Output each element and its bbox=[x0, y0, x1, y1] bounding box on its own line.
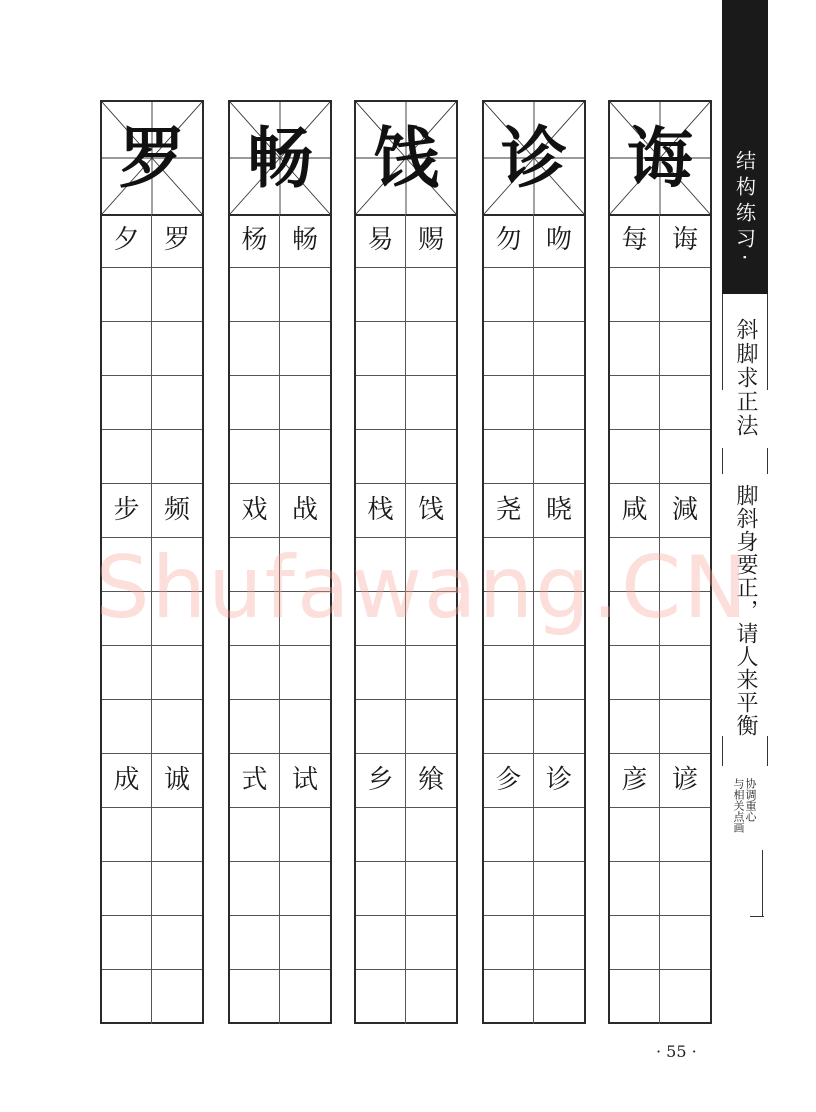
blank-practice-cell bbox=[406, 376, 456, 429]
blank-practice-cell bbox=[610, 322, 660, 375]
blank-practice-cell bbox=[406, 700, 456, 753]
blank-practice-cell bbox=[230, 322, 280, 375]
blank-practice-cell bbox=[280, 916, 330, 969]
blank-practice-cell bbox=[406, 430, 456, 483]
blank-practice-cell bbox=[102, 646, 152, 699]
practice-row bbox=[230, 646, 330, 700]
practice-row bbox=[484, 376, 584, 430]
example-character: 吻 bbox=[545, 225, 572, 255]
blank-practice-cell bbox=[484, 538, 534, 591]
example-character: 飨 bbox=[417, 765, 444, 795]
practice-row bbox=[610, 916, 710, 970]
model-character: 诲 bbox=[627, 119, 693, 197]
practice-row bbox=[230, 484, 330, 538]
section-title: 结构练习· bbox=[732, 150, 757, 267]
practice-row bbox=[356, 376, 456, 430]
blank-practice-cell bbox=[152, 538, 202, 591]
example-character: 㐱 bbox=[484, 754, 534, 807]
blank-practice-cell bbox=[484, 916, 534, 969]
practice-column bbox=[482, 100, 586, 1024]
blank-practice-cell bbox=[102, 538, 152, 591]
divider-line bbox=[722, 736, 723, 766]
blank-practice-cell bbox=[610, 970, 660, 1024]
blank-practice-cell bbox=[406, 808, 456, 861]
practice-row bbox=[102, 646, 202, 700]
blank-practice-cell bbox=[610, 916, 660, 969]
practice-row bbox=[102, 322, 202, 376]
blank-practice-cell bbox=[484, 430, 534, 483]
practice-column bbox=[354, 100, 458, 1024]
blank-practice-cell bbox=[356, 862, 406, 915]
practice-row bbox=[484, 700, 584, 754]
blank-practice-cell bbox=[406, 592, 456, 645]
blank-practice-cell bbox=[230, 376, 280, 429]
blank-practice-cell bbox=[660, 700, 710, 753]
blank-practice-cell bbox=[230, 700, 280, 753]
blank-practice-cell bbox=[152, 862, 202, 915]
practice-row bbox=[610, 862, 710, 916]
practice-row bbox=[356, 754, 456, 808]
example-character: 诊 bbox=[545, 765, 572, 795]
model-character: 诊 bbox=[501, 119, 567, 197]
note-line-1: 协调重心 bbox=[744, 778, 757, 822]
example-character: 试 bbox=[291, 765, 318, 795]
practice-row bbox=[610, 970, 710, 1024]
example-character: 杨 bbox=[230, 214, 280, 267]
blank-practice-cell bbox=[534, 376, 584, 429]
blank-practice-cell bbox=[660, 430, 710, 483]
divider-line bbox=[767, 448, 768, 474]
model-character: 饯 bbox=[373, 119, 439, 197]
example-character: 栈 bbox=[356, 484, 406, 537]
method-heading: 斜脚求正法 bbox=[733, 318, 758, 438]
practice-row bbox=[484, 862, 584, 916]
practice-column bbox=[100, 100, 204, 1024]
blank-practice-cell bbox=[660, 592, 710, 645]
practice-row bbox=[484, 646, 584, 700]
blank-practice-cell bbox=[280, 376, 330, 429]
example-character: 式 bbox=[230, 754, 280, 807]
blank-practice-cell bbox=[610, 862, 660, 915]
blank-practice-cell bbox=[406, 322, 456, 375]
blank-practice-cell bbox=[102, 592, 152, 645]
practice-row bbox=[102, 700, 202, 754]
divider-line bbox=[750, 916, 764, 917]
blank-practice-cell bbox=[484, 268, 534, 321]
section-tab bbox=[722, 0, 768, 294]
blank-practice-cell bbox=[660, 916, 710, 969]
practice-row bbox=[356, 592, 456, 646]
practice-row bbox=[230, 592, 330, 646]
example-character: 罗 bbox=[163, 225, 190, 255]
blank-practice-cell bbox=[102, 808, 152, 861]
example-character: 畅 bbox=[291, 225, 318, 255]
blank-practice-cell bbox=[660, 970, 710, 1024]
blank-practice-cell bbox=[660, 376, 710, 429]
divider-line bbox=[767, 736, 768, 766]
practice-row bbox=[610, 700, 710, 754]
blank-practice-cell bbox=[152, 646, 202, 699]
blank-practice-cell bbox=[230, 646, 280, 699]
blank-practice-cell bbox=[484, 322, 534, 375]
example-character: 夕 bbox=[102, 214, 152, 267]
blank-practice-cell bbox=[484, 700, 534, 753]
blank-practice-cell bbox=[356, 538, 406, 591]
practice-row bbox=[610, 376, 710, 430]
example-character: 彦 bbox=[610, 754, 660, 807]
blank-practice-cell bbox=[484, 808, 534, 861]
blank-practice-cell bbox=[610, 430, 660, 483]
blank-practice-cell bbox=[102, 376, 152, 429]
practice-row bbox=[230, 376, 330, 430]
blank-practice-cell bbox=[660, 808, 710, 861]
practice-row bbox=[356, 646, 456, 700]
practice-row bbox=[610, 484, 710, 538]
blank-practice-cell bbox=[610, 700, 660, 753]
blank-practice-cell bbox=[660, 322, 710, 375]
blank-practice-cell bbox=[356, 808, 406, 861]
blank-practice-cell bbox=[660, 538, 710, 591]
practice-row bbox=[484, 484, 584, 538]
blank-practice-cell bbox=[660, 862, 710, 915]
practice-row bbox=[230, 214, 330, 268]
blank-practice-cell bbox=[534, 700, 584, 753]
blank-practice-cell bbox=[356, 916, 406, 969]
blank-practice-cell bbox=[406, 646, 456, 699]
blank-practice-cell bbox=[230, 592, 280, 645]
example-character: 勿 bbox=[484, 214, 534, 267]
practice-row bbox=[610, 808, 710, 862]
practice-row bbox=[230, 862, 330, 916]
blank-practice-cell bbox=[102, 430, 152, 483]
model-character-cell bbox=[610, 102, 710, 216]
blank-practice-cell bbox=[230, 862, 280, 915]
blank-practice-cell bbox=[534, 862, 584, 915]
blank-practice-cell bbox=[280, 322, 330, 375]
practice-row bbox=[230, 808, 330, 862]
practice-row bbox=[610, 592, 710, 646]
practice-row bbox=[102, 376, 202, 430]
practice-row bbox=[230, 700, 330, 754]
blank-practice-cell bbox=[356, 646, 406, 699]
divider-line bbox=[722, 448, 723, 474]
practice-row bbox=[610, 430, 710, 484]
practice-row bbox=[484, 592, 584, 646]
blank-practice-cell bbox=[660, 268, 710, 321]
practice-row bbox=[356, 538, 456, 592]
blank-practice-cell bbox=[102, 970, 152, 1024]
practice-column bbox=[228, 100, 332, 1024]
model-character-cell bbox=[356, 102, 456, 216]
blank-practice-cell bbox=[152, 916, 202, 969]
blank-practice-cell bbox=[280, 646, 330, 699]
practice-row bbox=[356, 700, 456, 754]
practice-row bbox=[102, 592, 202, 646]
practice-row bbox=[356, 970, 456, 1024]
practice-row bbox=[610, 646, 710, 700]
blank-practice-cell bbox=[356, 268, 406, 321]
blank-practice-cell bbox=[230, 808, 280, 861]
blank-practice-cell bbox=[534, 538, 584, 591]
example-character: 赐 bbox=[417, 225, 444, 255]
practice-row bbox=[484, 970, 584, 1024]
blank-practice-cell bbox=[406, 538, 456, 591]
practice-row bbox=[230, 430, 330, 484]
example-character: 咸 bbox=[610, 484, 660, 537]
blank-practice-cell bbox=[534, 646, 584, 699]
practice-row bbox=[230, 268, 330, 322]
blank-practice-cell bbox=[230, 970, 280, 1024]
practice-row bbox=[230, 538, 330, 592]
example-character: 谚 bbox=[671, 765, 698, 795]
practice-row bbox=[356, 430, 456, 484]
blank-practice-cell bbox=[356, 430, 406, 483]
watermark: Shufawang.CN bbox=[95, 538, 750, 638]
practice-row bbox=[484, 430, 584, 484]
blank-practice-cell bbox=[280, 700, 330, 753]
practice-row bbox=[230, 754, 330, 808]
blank-practice-cell bbox=[280, 592, 330, 645]
model-character: 罗 bbox=[119, 119, 185, 197]
blank-practice-cell bbox=[152, 430, 202, 483]
practice-row bbox=[230, 916, 330, 970]
example-character: 诚 bbox=[163, 765, 190, 795]
practice-row bbox=[610, 538, 710, 592]
blank-practice-cell bbox=[102, 862, 152, 915]
practice-row bbox=[102, 430, 202, 484]
blank-practice-cell bbox=[534, 430, 584, 483]
practice-row bbox=[610, 754, 710, 808]
blank-practice-cell bbox=[406, 862, 456, 915]
blank-practice-cell bbox=[102, 916, 152, 969]
mnemonic-verse: 脚斜身要正，请人来平衡 bbox=[733, 484, 758, 737]
practice-row bbox=[356, 268, 456, 322]
blank-practice-cell bbox=[152, 592, 202, 645]
blank-practice-cell bbox=[356, 592, 406, 645]
blank-practice-cell bbox=[610, 538, 660, 591]
blank-practice-cell bbox=[534, 268, 584, 321]
practice-row bbox=[610, 322, 710, 376]
blank-practice-cell bbox=[610, 592, 660, 645]
practice-row bbox=[484, 808, 584, 862]
practice-row bbox=[484, 916, 584, 970]
blank-practice-cell bbox=[280, 538, 330, 591]
example-character: 诲 bbox=[671, 225, 698, 255]
blank-practice-cell bbox=[230, 538, 280, 591]
blank-practice-cell bbox=[152, 268, 202, 321]
example-character: 步 bbox=[102, 484, 152, 537]
blank-practice-cell bbox=[610, 268, 660, 321]
practice-row bbox=[102, 808, 202, 862]
blank-practice-cell bbox=[152, 700, 202, 753]
practice-row bbox=[610, 268, 710, 322]
practice-row bbox=[484, 754, 584, 808]
example-character: 饯 bbox=[417, 495, 444, 525]
blank-practice-cell bbox=[406, 268, 456, 321]
blank-practice-cell bbox=[610, 646, 660, 699]
blank-practice-cell bbox=[484, 970, 534, 1024]
blank-practice-cell bbox=[102, 268, 152, 321]
blank-practice-cell bbox=[280, 268, 330, 321]
practice-row bbox=[102, 214, 202, 268]
blank-practice-cell bbox=[152, 376, 202, 429]
blank-practice-cell bbox=[406, 916, 456, 969]
model-character-cell bbox=[484, 102, 584, 216]
blank-practice-cell bbox=[230, 430, 280, 483]
blank-practice-cell bbox=[280, 430, 330, 483]
blank-practice-cell bbox=[152, 808, 202, 861]
blank-practice-cell bbox=[356, 700, 406, 753]
blank-practice-cell bbox=[484, 862, 534, 915]
blank-practice-cell bbox=[534, 322, 584, 375]
model-character-cell bbox=[230, 102, 330, 216]
example-character: 成 bbox=[102, 754, 152, 807]
blank-practice-cell bbox=[484, 592, 534, 645]
practice-row bbox=[102, 754, 202, 808]
practice-row bbox=[356, 322, 456, 376]
divider-line bbox=[767, 294, 768, 390]
blank-practice-cell bbox=[610, 376, 660, 429]
blank-practice-cell bbox=[102, 322, 152, 375]
blank-practice-cell bbox=[484, 376, 534, 429]
example-character: 減 bbox=[671, 495, 698, 525]
practice-row bbox=[356, 916, 456, 970]
blank-practice-cell bbox=[660, 646, 710, 699]
blank-practice-cell bbox=[356, 970, 406, 1024]
blank-practice-cell bbox=[152, 970, 202, 1024]
example-character: 尧 bbox=[484, 484, 534, 537]
blank-practice-cell bbox=[152, 322, 202, 375]
page-number: · 55 · bbox=[656, 1042, 697, 1061]
blank-practice-cell bbox=[534, 592, 584, 645]
blank-practice-cell bbox=[484, 646, 534, 699]
practice-row bbox=[484, 214, 584, 268]
blank-practice-cell bbox=[534, 970, 584, 1024]
practice-row bbox=[102, 970, 202, 1024]
example-character: 频 bbox=[163, 495, 190, 525]
blank-practice-cell bbox=[102, 700, 152, 753]
blank-practice-cell bbox=[356, 376, 406, 429]
practice-row bbox=[356, 808, 456, 862]
practice-row bbox=[484, 322, 584, 376]
example-character: 戏 bbox=[230, 484, 280, 537]
practice-row bbox=[610, 214, 710, 268]
example-character: 晓 bbox=[545, 495, 572, 525]
example-character: 易 bbox=[356, 214, 406, 267]
blank-practice-cell bbox=[280, 970, 330, 1024]
example-character: 战 bbox=[291, 495, 318, 525]
model-character: 畅 bbox=[247, 119, 313, 197]
blank-practice-cell bbox=[610, 808, 660, 861]
model-character-cell bbox=[102, 102, 202, 216]
blank-practice-cell bbox=[230, 916, 280, 969]
practice-row bbox=[356, 214, 456, 268]
blank-practice-cell bbox=[406, 970, 456, 1024]
blank-practice-cell bbox=[534, 916, 584, 969]
divider-line bbox=[762, 850, 763, 916]
practice-row bbox=[484, 538, 584, 592]
blank-practice-cell bbox=[230, 268, 280, 321]
divider-line bbox=[722, 294, 723, 390]
blank-practice-cell bbox=[534, 808, 584, 861]
practice-row bbox=[356, 862, 456, 916]
example-character: 乡 bbox=[356, 754, 406, 807]
practice-row bbox=[102, 484, 202, 538]
blank-practice-cell bbox=[280, 862, 330, 915]
example-character: 每 bbox=[610, 214, 660, 267]
practice-row bbox=[102, 538, 202, 592]
blank-practice-cell bbox=[280, 808, 330, 861]
practice-row bbox=[230, 322, 330, 376]
practice-column bbox=[608, 100, 712, 1024]
practice-row bbox=[102, 916, 202, 970]
practice-row bbox=[102, 268, 202, 322]
practice-row bbox=[230, 970, 330, 1024]
practice-row bbox=[484, 268, 584, 322]
practice-row bbox=[356, 484, 456, 538]
note-line-2: 与相关点画 bbox=[732, 778, 745, 833]
practice-row bbox=[102, 862, 202, 916]
blank-practice-cell bbox=[356, 322, 406, 375]
